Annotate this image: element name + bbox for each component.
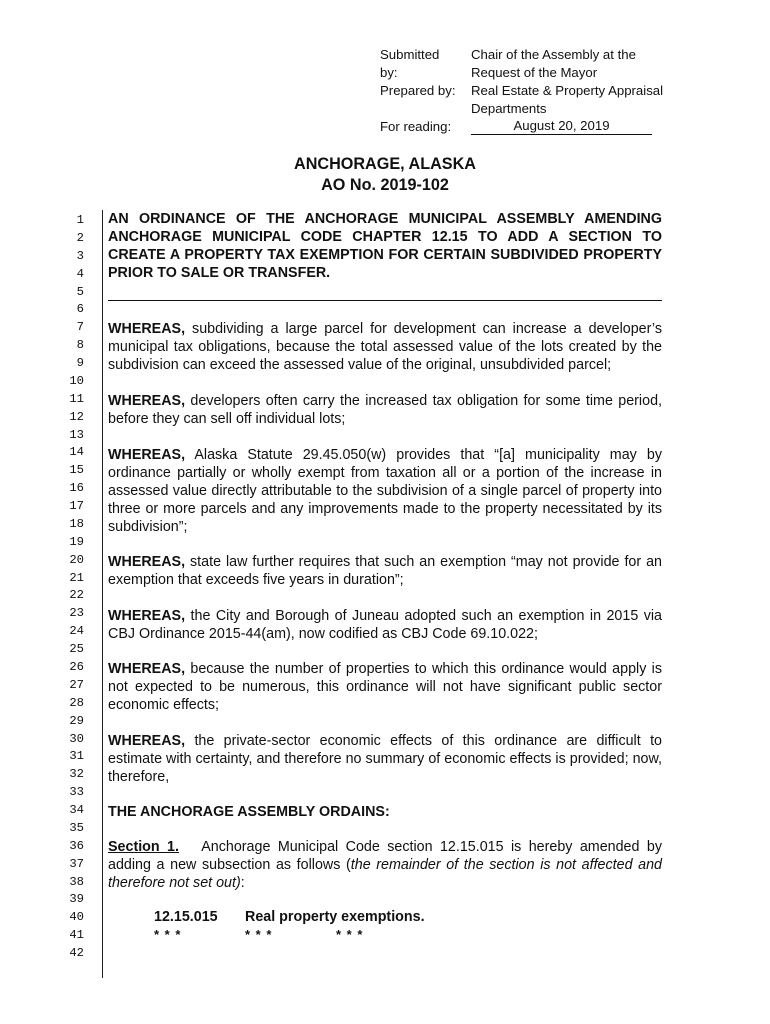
whereas-label: WHEREAS, — [108, 321, 186, 337]
omission-stars: * * * — [336, 927, 364, 942]
whereas-text: state law further requires that such an exemption “may not provide for an exemption that exceeds five years in duration”; — [108, 554, 662, 588]
line-number: 21 — [69, 570, 84, 585]
margin-rule — [102, 210, 103, 978]
line-number: 16 — [69, 481, 84, 496]
line-number: 39 — [69, 892, 84, 907]
whereas-clause — [108, 392, 662, 428]
for-reading-value: August 20, 2019 — [471, 118, 652, 135]
line-number: 40 — [69, 910, 84, 925]
line-number: 27 — [69, 677, 84, 692]
line-number: 10 — [69, 373, 84, 388]
line-number: 9 — [76, 356, 84, 371]
prepared-by-value-2: Departments — [471, 101, 547, 116]
line-number: 2 — [76, 230, 84, 245]
submitted-by-value-2: Request of the Mayor — [471, 65, 598, 80]
line-number: 3 — [76, 248, 84, 263]
line-number: 26 — [69, 660, 84, 674]
whereas-label: WHEREAS, — [108, 554, 186, 570]
omission-stars: * * * — [154, 927, 182, 942]
line-number: 7 — [76, 320, 84, 335]
whereas-text: the City and Borough of Juneau adopted such an exemption in 2015 via CBJ Ordinance 2015-44(am), now codified as CBJ Code 69.10.022; — [108, 608, 662, 642]
omission-stars: * * * — [245, 927, 273, 942]
section-1-end: : — [240, 875, 245, 891]
line-number: 6 — [76, 302, 84, 317]
section-1-label: Section 1. — [108, 839, 179, 855]
line-number: 25 — [69, 642, 84, 657]
line-number: 18 — [69, 516, 84, 531]
caption-divider — [108, 300, 662, 301]
line-number: 15 — [69, 463, 84, 478]
line-number: 5 — [76, 284, 84, 299]
line-number: 32 — [69, 767, 84, 782]
section-1-italic: the remainder of the section is not affected and therefore not set out) — [108, 857, 662, 891]
submitted-by-label: Submitted by: — [380, 47, 440, 80]
submitted-by-value: Chair of the Assembly at the — [471, 47, 636, 62]
ordains-heading: THE ANCHORAGE ASSEMBLY ORDAINS: — [108, 804, 390, 820]
whereas-text: developers often carry the increased tax obligation for some time period, before they can sell off individual lots; — [108, 393, 662, 427]
line-number: 19 — [69, 534, 84, 549]
line-number: 37 — [69, 856, 84, 871]
code-section-number: 12.15.015 — [154, 909, 218, 925]
whereas-label: WHEREAS, — [108, 608, 186, 624]
line-number: 20 — [69, 552, 84, 567]
line-number: 28 — [69, 695, 84, 710]
line-number: 14 — [69, 445, 84, 460]
line-number: 11 — [69, 391, 84, 406]
ordinance-caption: AN ORDINANCE OF THE ANCHORAGE MUNICIPAL ASSEMBLY AMENDING ANCHORAGE MUNICIPAL CODE CHAPTER 12.15 TO ADD A SECTION TO CREATE A PROPERTY TAX EXEMPTION FOR CERTAIN SUBDIVIDED PROPERTY PRIOR TO SALE OR TRANSFER. — [108, 211, 662, 281]
line-number: 30 — [69, 731, 84, 746]
whereas-clause — [108, 607, 662, 643]
whereas-label: WHEREAS, — [108, 733, 186, 749]
whereas-clause — [108, 320, 662, 374]
ordinance-number: AO No. 2019-102 — [321, 176, 449, 194]
whereas-text: because the number of properties to which this ordinance would apply is not expected to be numerous, this ordinance will not have significant public sector economic effects; — [108, 661, 662, 713]
whereas-label: WHEREAS, — [108, 447, 186, 463]
line-number: 42 — [69, 946, 84, 961]
line-number: 24 — [69, 624, 84, 639]
document-title: ANCHORAGE, ALASKA — [294, 155, 476, 173]
line-number: 22 — [69, 588, 84, 603]
prepared-by-label: Prepared by: — [380, 83, 456, 98]
line-number: 29 — [69, 713, 84, 728]
line-number: 4 — [76, 266, 84, 281]
line-number: 36 — [69, 838, 84, 853]
line-number: 31 — [69, 749, 84, 764]
whereas-label: WHEREAS, — [108, 393, 186, 409]
line-number: 8 — [76, 338, 84, 353]
whereas-label: WHEREAS, — [108, 661, 186, 677]
line-number: 33 — [69, 785, 84, 800]
line-number: 35 — [69, 820, 84, 835]
line-number: 13 — [69, 427, 84, 442]
line-number: 34 — [69, 803, 84, 818]
line-number: 1 — [76, 213, 84, 227]
line-number: 12 — [69, 409, 84, 424]
whereas-clause — [108, 732, 662, 786]
section-1 — [108, 838, 662, 892]
whereas-clause — [108, 660, 662, 714]
for-reading-label: For reading: — [380, 119, 452, 134]
line-number: 17 — [69, 499, 84, 514]
prepared-by-value: Real Estate & Property Appraisal — [471, 83, 664, 98]
whereas-clause — [108, 446, 662, 536]
section-1-text: Anchorage Municipal Code section 12.15.015 is hereby amended by adding a new subsection as follows ( — [108, 839, 662, 873]
line-number: 23 — [69, 606, 84, 621]
whereas-text: the private-sector economic effects of this ordinance are difficult to estimate with certainty, and therefore no summary of economic effects is provided; now, therefore, — [108, 733, 662, 785]
code-section-title: Real property exemptions. — [245, 909, 425, 925]
line-number: 41 — [69, 928, 84, 943]
whereas-text: subdividing a large parcel for development can increase a developer’s municipal tax obligations, because the total assessed value of the lots created by the subdivision can exceed the assessed value of the original, unsubdivided parcel; — [108, 321, 662, 373]
whereas-clause — [108, 553, 662, 589]
whereas-text: Alaska Statute 29.45.050(w) provides that “[a] municipality may by ordinance partially or wholly exempt from taxation all or a portion of the increase in assessed value directly attributable to the subdivision of a single parcel of property into three or more parcels and any improvements made to the property necessitated by its subdivision”; — [108, 447, 662, 535]
line-number: 38 — [69, 874, 84, 889]
